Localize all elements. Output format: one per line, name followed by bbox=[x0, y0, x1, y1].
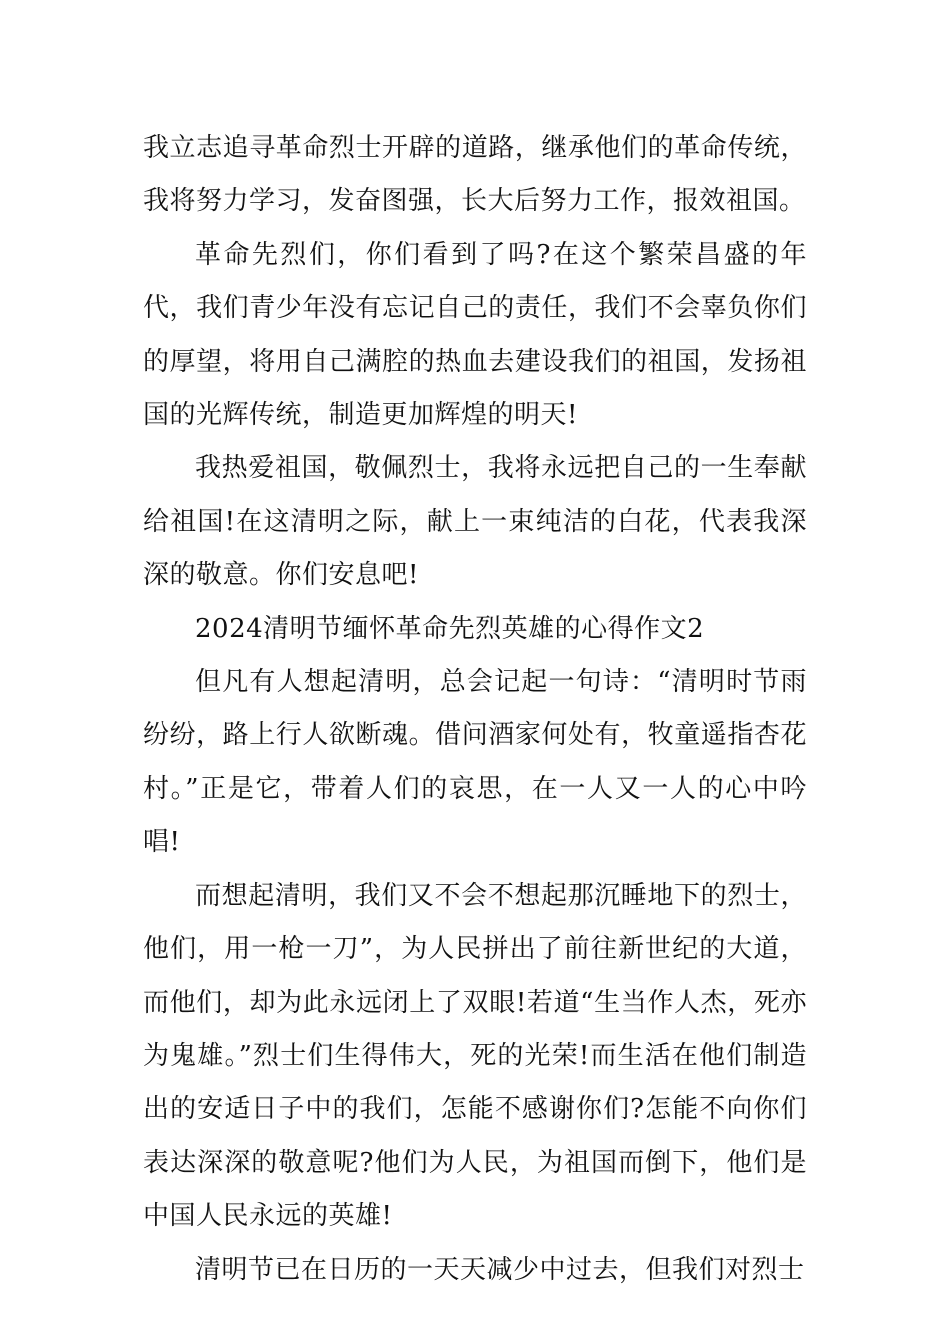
paragraph: 清明节已在日历的一天天减少中过去，但我们对烈士 bbox=[195, 1254, 805, 1285]
paragraph: 而想起清明，我们又不会不想起那沉睡地下的烈士，他们，用一枪一刀”，为人民拼出了前往新世纪的大道，而他们，却为此永远闭上了双眼!若道“生当作人杰，死亦为鬼雄。”烈士们生得伟大，死的光荣!而生活在他们制造出的安适日子中的我们，怎能不感谢你们?怎能不向你们表达深深的敬意呢?他们为人民，为祖国而倒下，他们是中国人民永远的英雄! bbox=[143, 880, 807, 1232]
paragraph: 我热爱祖国，敬佩烈士，我将永远把自己的一生奉献给祖国!在这清明之际，献上一束纯洁的白花，代表我深深的敬意。你们安息吧! bbox=[143, 453, 807, 591]
paragraph-continued: 我立志追寻革命烈士开辟的道路，继承他们的革命传统，我将努力学习，发奋图强，长大后努力工作，报效祖国。 bbox=[143, 133, 807, 217]
paragraph: 但凡有人想起清明，总会记起一句诗：“清明时节雨纷纷，路上行人欲断魂。借问酒家何处有，牧童遥指杏花村。”正是它，带着人们的哀思，在一人又一人的心中吟唱! bbox=[143, 667, 807, 858]
paragraph: 革命先烈们，你们看到了吗?在这个繁荣昌盛的年代，我们青少年没有忘记自己的责任，我们不会辜负你们的厚望，将用自己满腔的热血去建设我们的祖国，发扬祖国的光辉传统，制造更加辉煌的明天! bbox=[143, 239, 807, 431]
section-heading: 2024清明节缅怀革命先烈英雄的心得作文2 bbox=[195, 613, 705, 644]
document-body bbox=[143, 122, 807, 1297]
